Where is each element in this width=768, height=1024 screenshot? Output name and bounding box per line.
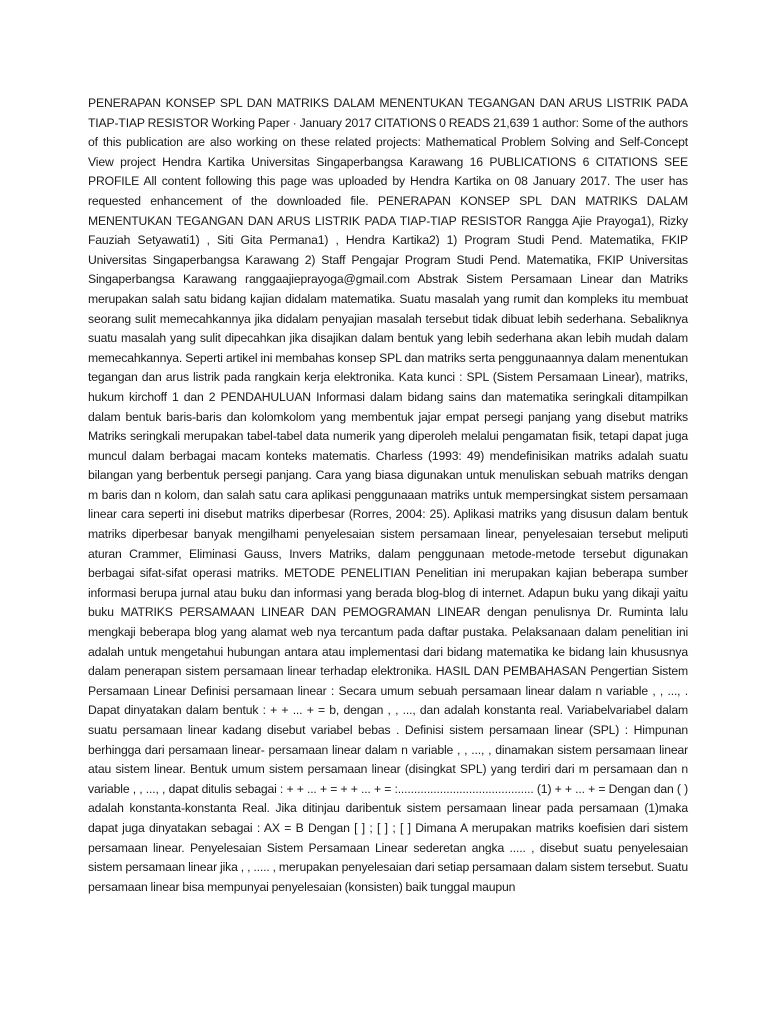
document-body-text: PENERAPAN KONSEP SPL DAN MATRIKS DALAM MENENTUKAN TEGANGAN DAN ARUS LISTRIK PADA TIAP-TIAP RESISTOR Working Paper · January 2017 CITATIONS 0 READS 21,639 1 author: Some of the authors of this publication are also working on these related projects: Mathematical Problem Solving and Self-Concept View project Hendra Kartika Universitas Singaperbangsa Karawang 16 PUBLICATIONS 6 CITATIONS SEE PROFILE All content following this page was uploaded by Hendra Kartika on 08 January 2017. The user has requested enhancement of the downloaded file. PENERAPAN KONSEP SPL DAN MATRIKS DALAM MENENTUKAN TEGANGAN DAN ARUS LISTRIK PADA TIAP-TIAP RESISTOR Rangga Ajie Prayoga1), Rizky Fauziah Setyawati1) , Siti Gita Permana1) , Hendra Kartika2) 1) Program Studi Pend. Matematika, FKIP Universitas Singaperbangsa Karawang 2) Staff Pengajar Program Studi Pend. Matematika, FKIP Universitas Singaperbangsa Karawang ranggaajieprayoga@gmail.com Abstrak Sistem Persamaan Linear dan Matriks merupakan salah satu bidang kajian didalam matematika. Suatu masalah yang rumit dan kompleks itu membuat seorang sulit memecahkannya jika didalam penyajian masalah tersebut tidak dibuat lebih sederhana. Sebaliknya suatu masalah yang sulit dipecahkan jika disajikan dalam bentuk yang lebih sederhana akan lebih mudah dalam memecahkannya. Seperti artikel ini membahas konsep SPL dan matriks serta penggunaannya dalam menentukan tegangan dan arus listrik pada rangkain kerja elektronika. Kata kunci : SPL (Sistem Persamaan Linear), matriks, hukum kirchoff 1 dan 2 PENDAHULUAN Informasi dalam bidang sains dan matematika seringkali ditampilkan dalam bentuk baris-baris dan kolomkolom yang membentuk jajar empat persegi panjang yang disebut matriks Matriks seringkali merupakan tabel-tabel data numerik yang diperoleh melalui pengamatan fisik, tetapi dapat juga muncul dalam berbagai macam konteks matematis. Charless (1993: 49) mendefinisikan matriks adalah suatu bilangan yang berbentuk persegi panjang. Cara yang biasa digunakan untuk menuliskan sebuah matriks dengan m baris dan n kolom, dan salah satu cara aplikasi penggunaaan matriks untuk mempersingkat sistem persamaan linear cara seperti ini disebut matriks diperbesar (Rorres, 2004: 25). Aplikasi matriks yang disusun dalam bentuk matriks diperbesar banyak mengilhami penyelesaian sistem persamaan linear, penyelesaian tersebut meliputi aturan Crammer, Eliminasi Gauss, Invers Matriks, dalam penggunaan metode-metode tersebut digunakan berbagai sifat-sifat operasi matriks. METODE PENELITIAN Penelitian ini merupakan kajian beberapa sumber informasi berupa jurnal atau buku dan informasi yang berada blog-blog di internet. Adapun buku yang dikaji yaitu buku MATRIKS PERSAMAAN LINEAR DAN PEMOGRAMAN LINEAR dengan penulisnya Dr. Ruminta lalu mengkaji beberapa blog yang alamat web nya tercantum pada daftar pustaka. Pelaksanaan dalam penelitian ini adalah untuk mengetahui hubungan antara atau implementasi dari bidang matematika ke bidang lain khususnya dalam penerapan sistem persamaan linear terhadap elektronika. HASIL DAN PEMBAHASAN Pengertian Sistem Persamaan Linear Definisi persamaan linear : Secara umum sebuah persamaan linear dalam n variable , , ..., . Dapat dinyatakan dalam bentuk : + + ... + = b, dengan , , ..., dan adalah konstanta real. Variabelvariabel dalam suatu persamaan linear kadang disebut variabel bebas . Definisi sistem persamaan linear (SPL) : Himpunan berhingga dari persamaan linear- persamaan linear dalam n variable , , ..., , dinamakan sistem persamaan linear atau sistem linear. Bentuk umum sistem persamaan linear (disingkat SPL) yang terdiri dari m persamaan dan n variable , , ..., , dapat ditulis sebagai : + + ... + = + + ... + = :.......................................... (1) + + ... + = Dengan dan ( ) adalah konstanta-konstanta Real. Jika ditinjau daribentuk sistem persamaan linear pada persamaan (1)maka dapat juga dinyatakan sebagai : AX = B Dengan [ ] ; [ ] ; [ ] Dimana A merupakan matriks koefisien dari sistem persamaan linear. Penyelesaian Sistem Persamaan Linear sederetan angka ..... , disebut suatu penyelesaian sistem persamaan linear jika , , ..... , merupakan penyelesaian dari setiap persamaan dalam sistem tersebut. Suatu persamaan linear bisa mempunyai penyelesaian (konsisten) baik tunggal maupun (88, 96, 688, 894)
